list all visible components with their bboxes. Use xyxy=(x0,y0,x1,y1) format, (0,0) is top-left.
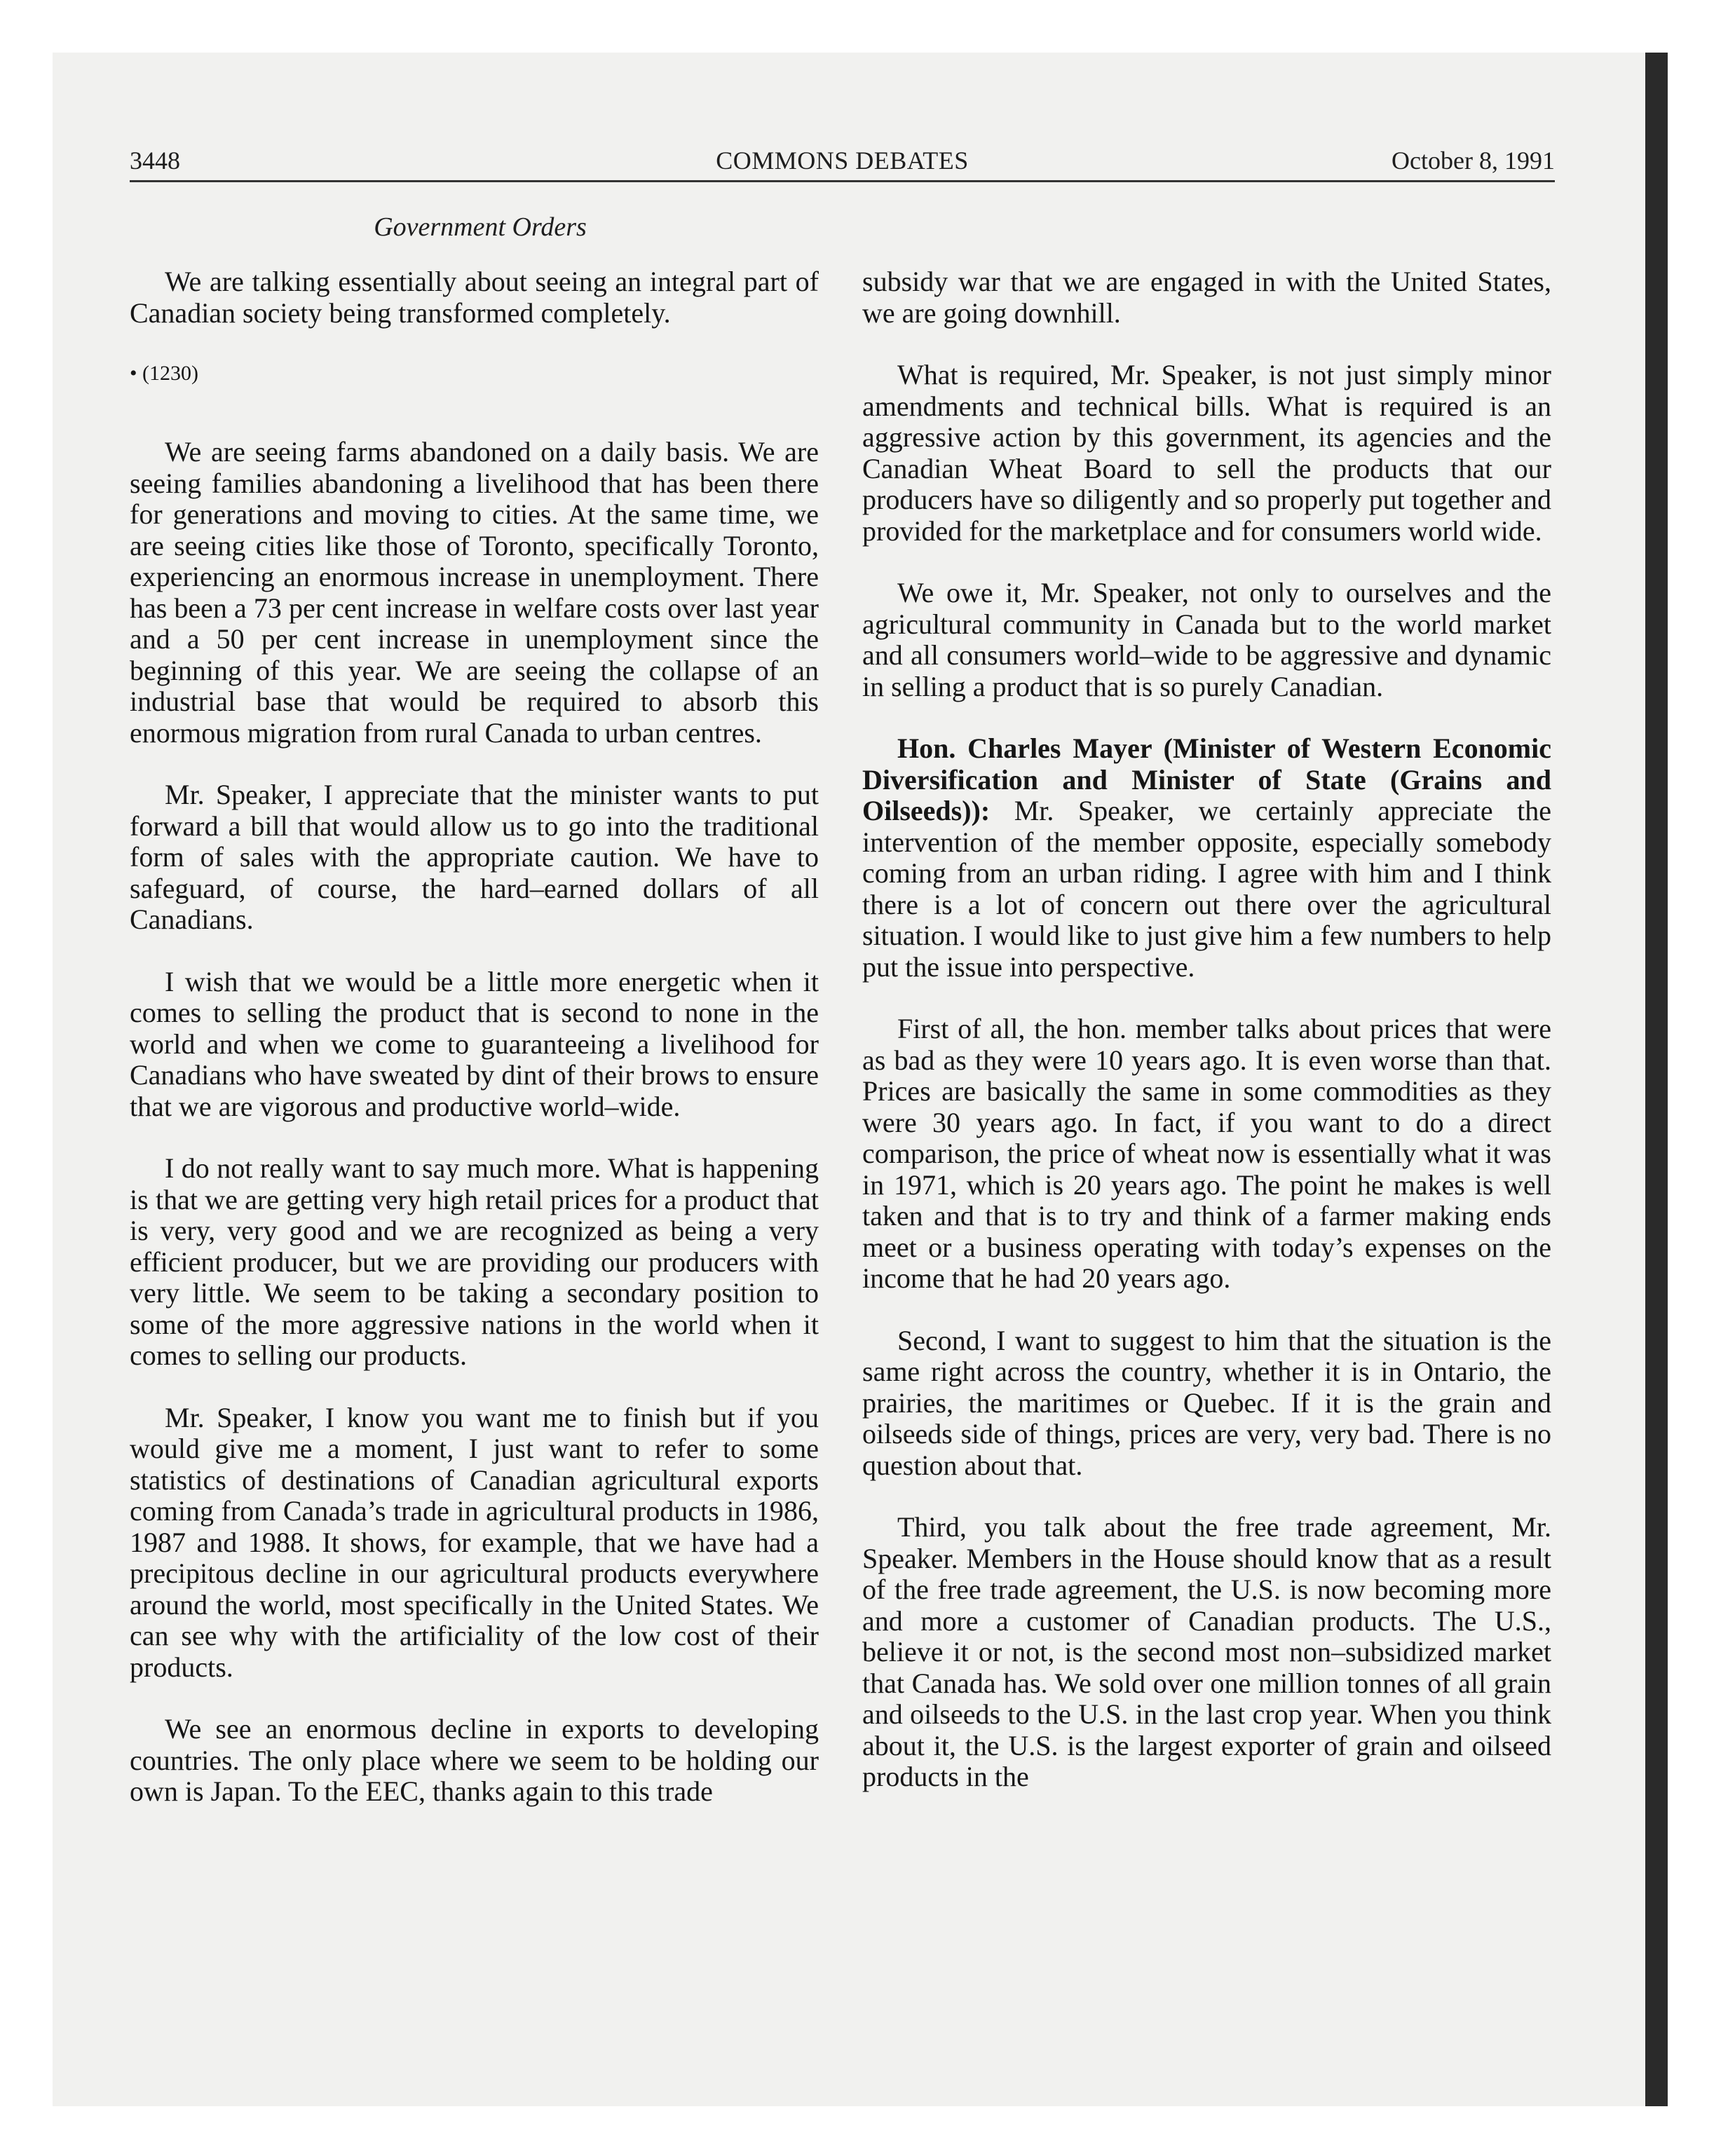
speaker-paragraph xyxy=(862,733,1551,983)
paragraph: I wish that we would be a little more energetic when it comes to selling the product that is second to none in the world and when we come to guaranteeing a livelihood for Canadians who have sweated by dint of their brows to ensure that we are vigorous and productive world–wide. xyxy=(130,965,819,1122)
scan-edge-shadow xyxy=(1645,53,1668,2106)
paragraph: Mr. Speaker, I appreciate that the minister wants to put forward a bill that would allow us to go into the traditional form of sales with the appropriate caution. We have to safeguard, of course, the hard–earned dollars of all Canadians. xyxy=(130,779,819,935)
paragraph: We owe it, Mr. Speaker, not only to ourselves and the agricultural community in Canada but to the world market and all consumers world–wide to be aggressive and dynamic in selling a product that is so purely Canadian. xyxy=(862,577,1551,702)
publication-title: COMMONS DEBATES xyxy=(716,146,969,175)
paragraph: Mr. Speaker, I know you want me to finish but if you would give me a moment, I just want to refer to some statistics of destinations of Canadian agricultural exports coming from Canada’s trade in agricultural products in 1986, 1987 and 1988. It shows, for example, that we have had a precipitous decline in our agricultural products everywhere around the world, most specifically in the United States. We can see why with the artificiality of the low cost of their products. xyxy=(130,1401,819,1683)
paragraph: We are talking essentially about seeing an integral part of Canadian society being transformed completely. xyxy=(130,266,819,329)
header-date: October 8, 1991 xyxy=(1392,146,1555,175)
paragraph: We are seeing farms abandoned on a daily basis. We are seeing families abandoning a livelihood that has been there for generations and moving to cities. At the same time, we are seeing cities like those of Toronto, specifically Toronto, experiencing an enormous increase in unemployment. There has been a 73 per cent increase in welfare costs over last year and a 50 per cent increase in unemployment since the beginning of this year. We are seeing the collapse of an industrial base that would be required to absorb this enormous migration from rural Canada to urban centres. xyxy=(130,436,819,749)
left-column xyxy=(130,266,819,1838)
paragraph: subsidy war that we are engaged in with the United States, we are going downhill. xyxy=(862,266,1551,329)
header-rule xyxy=(130,180,1555,182)
speaker-name: Hon. Charles Mayer (Minister of Western Economic Diversification and Minister of State (Grains and Oilseeds)): xyxy=(862,732,1551,826)
section-title: Government Orders xyxy=(374,212,587,242)
speech-text: Mr. Speaker, we certainly appreciate the intervention of the member opposite, especially somebody coming from an urban riding. I agree with him and I think there is a lot of concern out there over the agricultural situation. I would like to just give him a few numbers to help put the issue into perspective. xyxy=(862,795,1551,983)
page-number: 3448 xyxy=(130,146,180,175)
page-header xyxy=(130,140,1555,182)
paragraph: Third, you talk about the free trade agreement, Mr. Speaker. Members in the House should know that as a result of the free trade agreement, the U.S. is now becoming more and more a customer of Canadian products. The U.S., believe it or not, is the second most non–subsidized market that Canada has. We sold over one million tonnes of all grain and oilseeds to the U.S. in the last crop year. When you think about it, the U.S. is the largest exporter of grain and oilseed products in the xyxy=(862,1511,1551,1792)
paragraph: What is required, Mr. Speaker, is not just simply minor amendments and technical bills. What is required is an aggressive action by this government, its agencies and the Canadian Wheat Board to sell the products that our producers have so diligently and so properly put together and provided for the marketplace and for consumers world wide. xyxy=(862,359,1551,547)
paragraph: We see an enormous decline in exports to developing countries. The only place where we seem to be holding our own is Japan. To the EEC, thanks again to this trade xyxy=(130,1713,819,1807)
paragraph: Second, I want to suggest to him that the situation is the same right across the country, whether it is in Ontario, the prairies, the maritimes or Quebec. If it is the grain and oilseeds side of things, prices are very, very bad. There is no question about that. xyxy=(862,1324,1551,1481)
time-stamp: • (1230) xyxy=(130,362,198,385)
right-column xyxy=(862,266,1551,1824)
paragraph: First of all, the hon. member talks about prices that were as bad as they were 10 years ago. It is even worse than that. Prices are basically the same in some commodities as they were 30 years ago. In fact, if you want to do a direct comparison, the price of wheat now is essentially what it was in 1971, which is 20 years ago. The point he makes is well taken and that is to try and think of a farmer making ends meet or a business operating with today’s expenses on the income that he had 20 years ago. xyxy=(862,1013,1551,1294)
paragraph: I do not really want to say much more. What is happening is that we are getting very high retail prices for a product that is very, very good and we are recognized as being a very efficient producer, but we are providing our producers with very little. We seem to be taking a secondary position to some of the more aggressive nations in the world when it comes to selling our products. xyxy=(130,1152,819,1371)
